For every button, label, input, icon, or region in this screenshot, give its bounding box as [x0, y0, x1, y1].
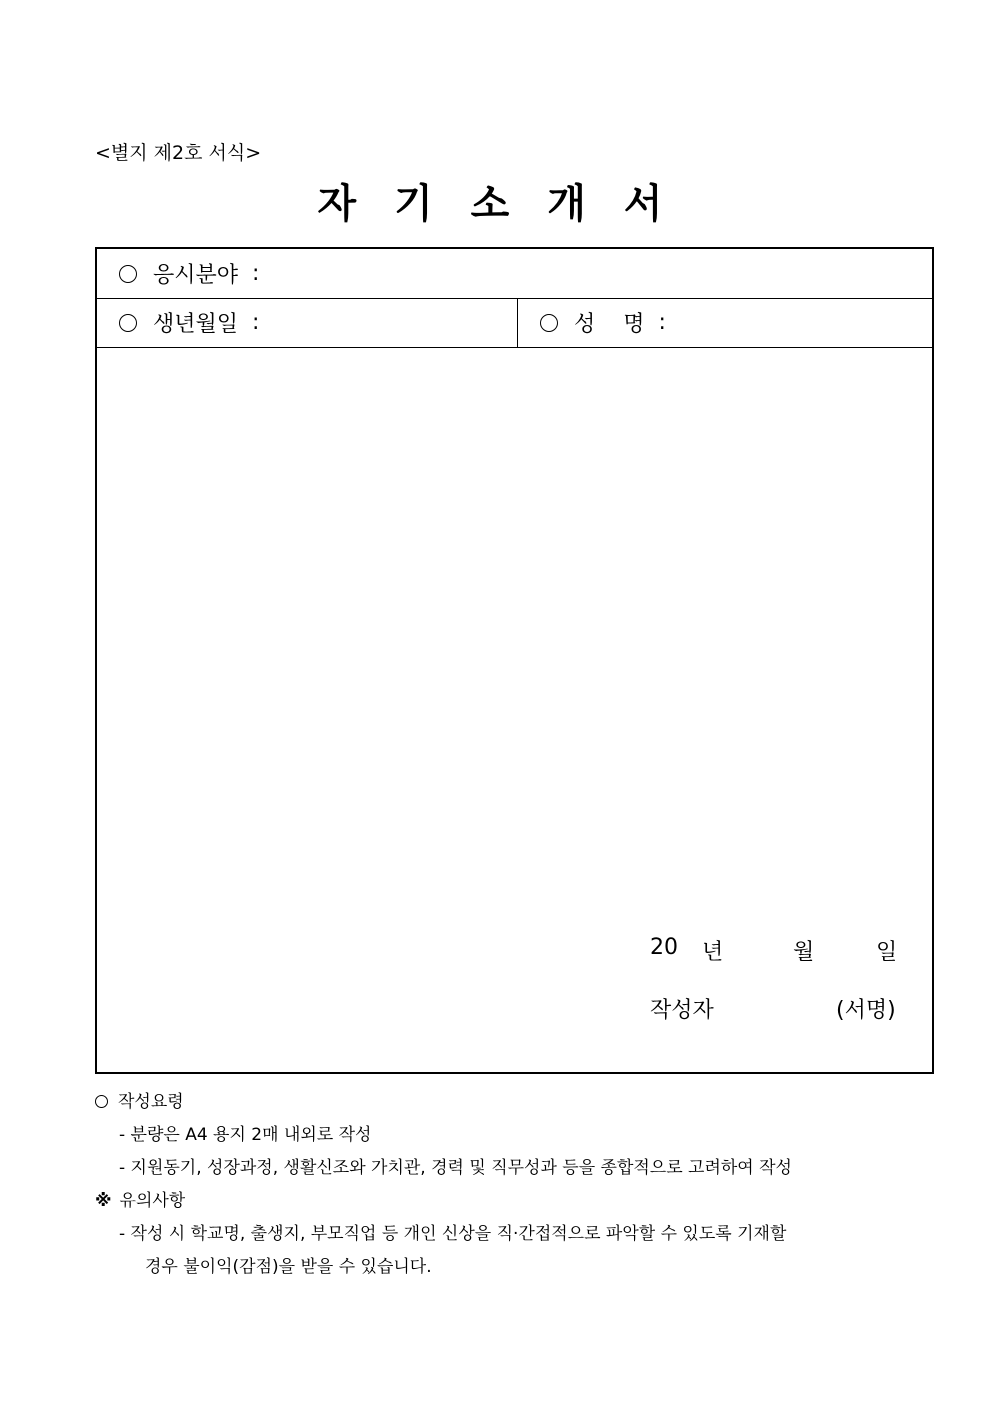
- month-label: 월: [793, 940, 815, 965]
- name-field[interactable]: [540, 298, 666, 347]
- form-reference: <별지 제2호 서식>: [95, 142, 262, 164]
- application-field[interactable]: [119, 249, 259, 298]
- circle-icon: [95, 1095, 108, 1108]
- colon: :: [252, 261, 260, 286]
- guide-item: - 분량은 A4 용지 2매 내외로 작성: [119, 1125, 372, 1145]
- guide-item: - 지원동기, 성장과정, 생활신조와 가치관, 경력 및 직무성과 등을 종합적으로 고려하여 작성: [119, 1158, 792, 1178]
- name-label: 성 명: [574, 312, 645, 337]
- colon: :: [658, 310, 666, 335]
- caution-item-continued: 경우 불이익(감점)을 받을 수 있습니다.: [145, 1257, 432, 1277]
- column-divider: [517, 298, 518, 347]
- year-prefix: 20: [650, 935, 678, 960]
- caution-title: 유의사항: [119, 1191, 186, 1211]
- guide-title: 작성요령: [118, 1092, 184, 1112]
- guide-title-line: [95, 1086, 792, 1119]
- day-label: 일: [876, 940, 898, 965]
- notes-section: [95, 1086, 792, 1284]
- colon: :: [252, 310, 260, 335]
- caution-title-line: [95, 1185, 792, 1218]
- application-field-label: 응시분야: [153, 263, 239, 288]
- sign-label: (서명): [836, 998, 896, 1023]
- birth-date-label: 생년월일: [153, 312, 239, 337]
- caution-item: - 작성 시 학교명, 출생지, 부모직업 등 개인 신상을 직·간접적으로 파악할 수 있도록 기재할: [119, 1224, 787, 1244]
- birth-date-field[interactable]: [119, 298, 259, 347]
- circle-icon: [540, 314, 558, 332]
- year-label: 년: [702, 940, 724, 965]
- self-introduction-form: [95, 247, 934, 1074]
- row-birth-name: [97, 298, 932, 348]
- circle-icon: [119, 314, 137, 332]
- circle-icon: [119, 265, 137, 283]
- writer-label: 작성자: [650, 998, 714, 1023]
- row-application-field: [97, 249, 932, 299]
- page-title: 자 기 소 개 서: [317, 181, 675, 227]
- reference-mark-icon: ※: [95, 1191, 112, 1211]
